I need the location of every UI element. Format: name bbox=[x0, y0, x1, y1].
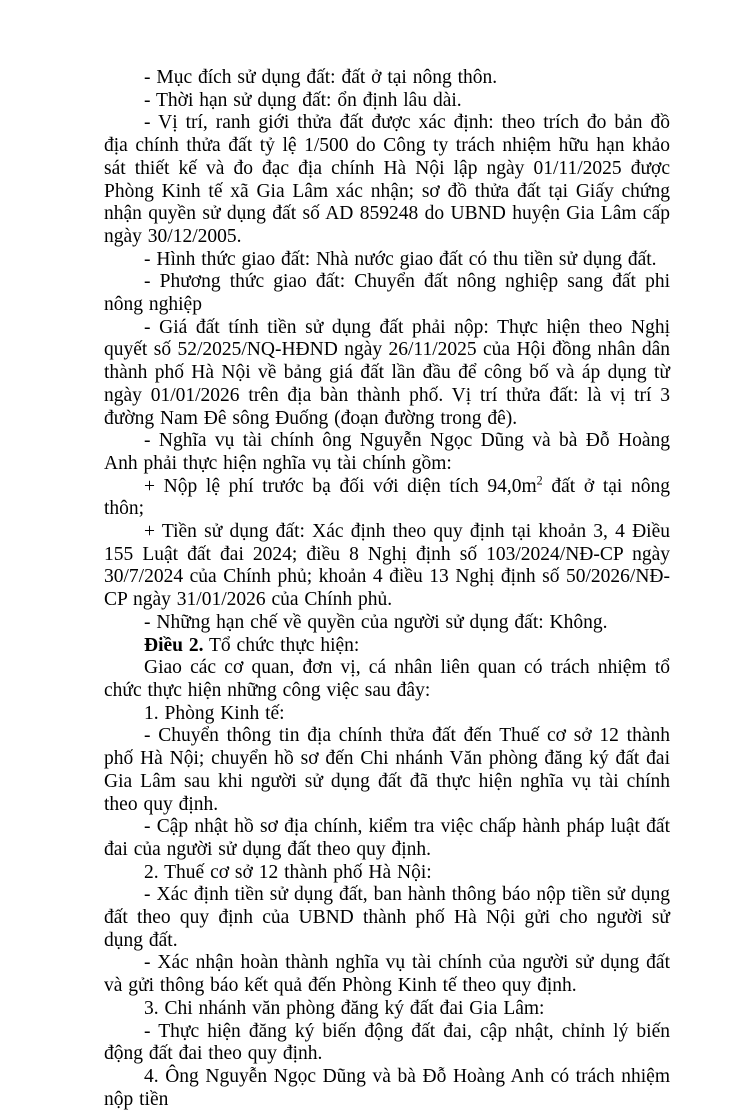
text-run: 4. Ông Nguyễn Ngọc Dũng và bà Đỗ Hoàng Anh có trách nhiệm nộp tiền bbox=[104, 1065, 670, 1110]
text-run: - Xác nhận hoàn thành nghĩa vụ tài chính của người sử dụng đất và gửi thông báo kết quả đến Phòng Kinh tế theo quy định. bbox=[104, 952, 670, 997]
paragraph bbox=[104, 1066, 670, 1111]
text-run: - Thực hiện đăng ký biến động đất đai, cập nhật, chỉnh lý biến động đất đai theo quy định. bbox=[104, 1020, 670, 1065]
text-run: - Chuyển thông tin địa chính thửa đất đến Thuế cơ sở 12 thành phố Hà Nội; chuyển hồ sơ đến Chi nhánh Văn phòng đăng ký đất đai Gia Lâm sau khi người sử dụng đất đã thực hiện nghĩa vụ tài chính theo quy định. bbox=[104, 725, 670, 815]
text-run: - Xác định tiền sử dụng đất, ban hành thông báo nộp tiền sử dụng đất theo quy định của UBND thành phố Hà Nội gửi cho người sử dụng đất. bbox=[104, 884, 670, 951]
paragraph bbox=[104, 884, 670, 952]
paragraph bbox=[104, 657, 670, 702]
text-run: đất ở tại nông thôn; bbox=[104, 475, 670, 520]
paragraph bbox=[104, 998, 670, 1021]
paragraph bbox=[104, 249, 670, 272]
superscript-text: 2 bbox=[536, 473, 543, 488]
paragraph bbox=[104, 430, 670, 475]
text-run: - Mục đích sử dụng đất: đất ở tại nông thôn. bbox=[144, 67, 498, 88]
text-run: 1. Phòng Kinh tế: bbox=[144, 702, 285, 724]
paragraph bbox=[104, 952, 670, 997]
paragraph bbox=[104, 862, 670, 885]
paragraph bbox=[104, 725, 670, 816]
text-run: - Nghĩa vụ tài chính ông Nguyễn Ngọc Dũng và bà Đỗ Hoàng Anh phải thực hiện nghĩa vụ tài chính gồm: bbox=[104, 430, 670, 474]
text-run: - Vị trí, ranh giới thửa đất được xác định: theo trích đo bản đồ địa chính thửa đất tỷ lệ 1/500 do Công ty trách nhiệm hữu hạn khảo sát thiết kế và đo đạc địa chính Hà Nội lập ngày 01/11/2025 được Phòng Kinh tế xã Gia Lâm xác nhận; sơ đồ thửa đất tại Giấy chứng nhận quyền sử dụng đất số AD 859248 do UBND huyện Gia Lâm cấp ngày 30/12/2005. bbox=[104, 112, 670, 247]
paragraph bbox=[104, 271, 670, 316]
paragraph bbox=[104, 112, 670, 248]
document-body bbox=[104, 67, 670, 1111]
paragraph bbox=[104, 1021, 670, 1066]
text-run: - Những hạn chế về quyền của người sử dụng đất: Không. bbox=[144, 611, 608, 633]
text-run: - Cập nhật hồ sơ địa chính, kiểm tra việc chấp hành pháp luật đất đai của người sử dụng đất theo quy định. bbox=[104, 816, 670, 860]
paragraph bbox=[104, 90, 670, 113]
paragraph bbox=[104, 612, 670, 635]
paragraph bbox=[104, 473, 670, 521]
text-run: - Phương thức giao đất: Chuyển đất nông nghiệp sang đất phi nông nghiệp bbox=[104, 271, 670, 316]
paragraph bbox=[104, 317, 670, 431]
paragraph bbox=[104, 816, 670, 861]
text-run: + Tiền sử dụng đất: Xác định theo quy định tại khoản 3, 4 Điều 155 Luật đất đai 2024; điều 8 Nghị định số 103/2024/NĐ-CP ngày 30/7/2024 của Chính phủ; khoản 4 điều 13 Nghị định số 50/2026/NĐ-CP ngày 31/01/2026 của Chính phủ. bbox=[104, 521, 670, 611]
text-run: - Hình thức giao đất: Nhà nước giao đất có thu tiền sử dụng đất. bbox=[144, 248, 657, 270]
bold-text: Điều 2. bbox=[144, 634, 204, 656]
paragraph bbox=[104, 67, 670, 90]
text-run: - Thời hạn sử dụng đất: ổn định lâu dài. bbox=[144, 89, 462, 111]
text-run: + Nộp lệ phí trước bạ đối với diện tích 94,0m bbox=[144, 475, 537, 497]
paragraph bbox=[104, 703, 670, 726]
text-run: 2. Thuế cơ sở 12 thành phố Hà Nội: bbox=[144, 861, 432, 883]
text-run: Giao các cơ quan, đơn vị, cá nhân liên quan có trách nhiệm tổ chức thực hiện những công việc sau đây: bbox=[104, 657, 670, 701]
text-run: 3. Chi nhánh văn phòng đăng ký đất đai Gia Lâm: bbox=[144, 997, 545, 1019]
paragraph bbox=[104, 521, 670, 612]
text-run: - Giá đất tính tiền sử dụng đất phải nộp: Thực hiện theo Nghị quyết số 52/2025/NQ-HĐND ngày 26/11/2025 của Hội đồng nhân dân thành phố Hà Nội về bảng giá đất lần đầu để công bố và áp dụng từ ngày 01/01/2026 trên địa bàn thành phố. Vị trí thửa đất: là vị trí 3 đường Nam Đê sông Đuống (đoạn đường trong đê). bbox=[104, 316, 670, 429]
text-run: Tổ chức thực hiện: bbox=[203, 634, 360, 656]
paragraph bbox=[104, 635, 670, 658]
